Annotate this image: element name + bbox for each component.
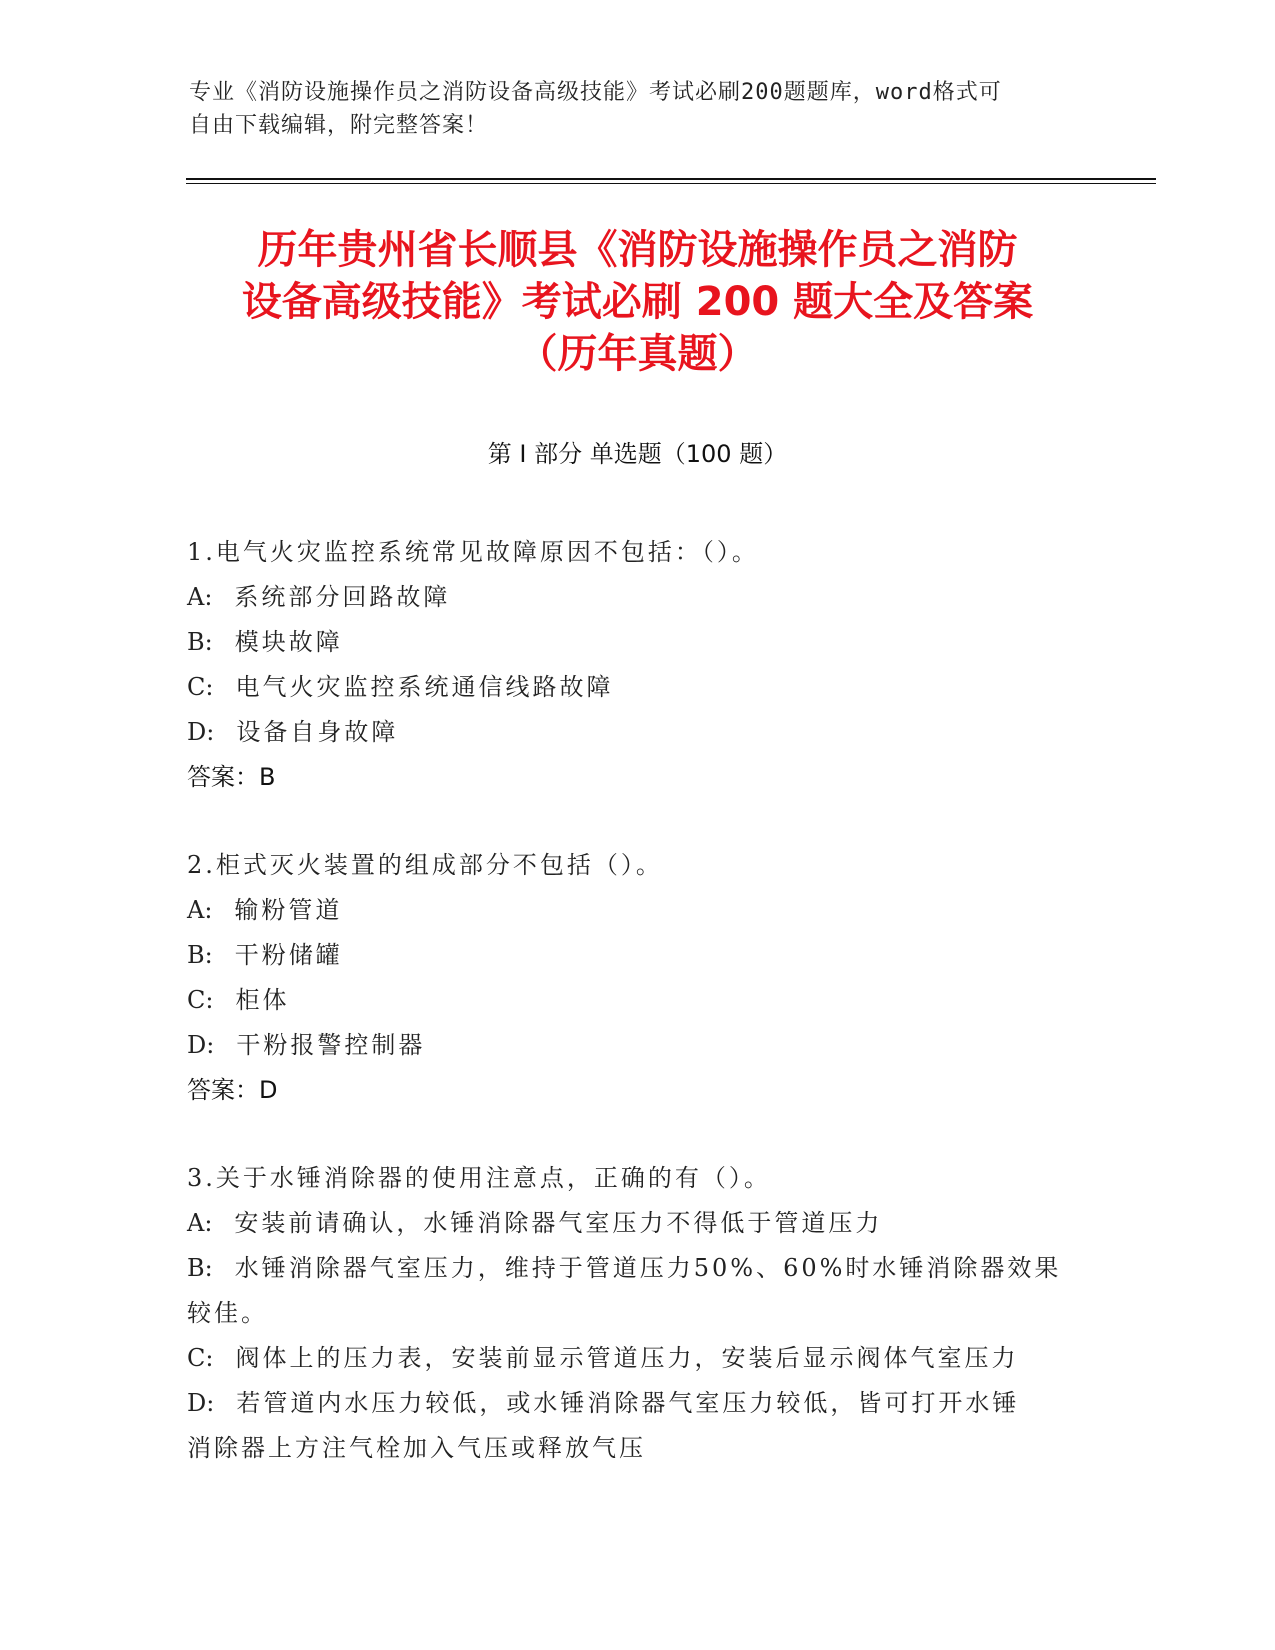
option-key: B: (187, 941, 213, 969)
question-option (187, 933, 1092, 978)
option-text: 干粉储罐 (234, 941, 343, 969)
question-option (187, 1246, 1092, 1291)
question-list (187, 530, 1092, 1471)
question-block (187, 1156, 1092, 1471)
option-key: A: (187, 1209, 213, 1237)
option-text: 设备自身故障 (236, 718, 399, 746)
option-text: 安装前请确认，水锤消除器气室压力不得低于管道压力 (234, 1209, 883, 1237)
option-text: 消除器上方注气栓加入气压或释放气压 (187, 1434, 646, 1462)
option-key: C: (187, 1344, 214, 1372)
question-option (187, 1023, 1092, 1068)
question-block (187, 530, 1092, 800)
question-stem: 1.电气火灾监控系统常见故障原因不包括：（）。 (187, 538, 759, 566)
question-option (187, 1201, 1092, 1246)
option-text: 系统部分回路故障 (234, 583, 451, 611)
question-option (187, 1336, 1092, 1381)
header-divider-thin (186, 183, 1156, 184)
option-key: D: (187, 1031, 215, 1059)
question-option (187, 620, 1092, 665)
header-divider-thick (186, 178, 1156, 180)
question-gap (187, 800, 1092, 843)
option-key: B: (187, 628, 213, 656)
question-gap (187, 1113, 1092, 1156)
option-key: D: (187, 1389, 215, 1417)
option-key: D: (187, 718, 215, 746)
question-option (187, 1291, 1092, 1336)
question-option (187, 665, 1092, 710)
question-option (187, 1426, 1092, 1471)
option-key: C: (187, 673, 214, 701)
option-text: 电气火灾监控系统通信线路故障 (235, 673, 614, 701)
option-text: 若管道内水压力较低，或水锤消除器气室压力较低，皆可打开水锤 (236, 1389, 1020, 1417)
option-text: 输粉管道 (234, 896, 343, 924)
option-text: 模块故障 (234, 628, 343, 656)
header-note-line-2: 自由下载编辑，附完整答案！ (189, 113, 489, 138)
option-text: 水锤消除器气室压力，维持于管道压力50%、60%时水锤消除器效果 (234, 1254, 1062, 1282)
question-option (187, 1381, 1092, 1426)
question-option (187, 888, 1092, 933)
option-text: 柜体 (235, 986, 290, 1014)
document-title-line-3: （历年真题） (517, 331, 758, 377)
document-title (150, 224, 1125, 380)
header-note-line-1: 专业《消防设施操作员之消防设备高级技能》考试必刷200题题库，word格式可 (189, 80, 1002, 105)
question-stem: 3.关于水锤消除器的使用注意点，正确的有（）。 (187, 1164, 771, 1192)
document-title-line-1: 历年贵州省长顺县《消防设施操作员之消防 (257, 227, 1018, 273)
option-key: A: (187, 896, 213, 924)
header-note (189, 76, 1069, 142)
document-title-line-2: 设备高级技能》考试必刷 200 题大全及答案 (241, 279, 1034, 325)
option-key: C: (187, 986, 214, 1014)
section-title: 第 I 部分 单选题（100 题） (487, 440, 788, 468)
option-text: 较佳。 (187, 1299, 268, 1327)
question-answer: 答案：D (187, 1076, 278, 1104)
option-key: A: (187, 583, 213, 611)
question-option (187, 710, 1092, 755)
question-option (187, 575, 1092, 620)
option-text: 干粉报警控制器 (236, 1031, 426, 1059)
question-answer: 答案：B (187, 763, 276, 791)
question-option (187, 978, 1092, 1023)
option-key: B: (187, 1254, 213, 1282)
option-text: 阀体上的压力表，安装前显示管道压力，安装后显示阀体气室压力 (235, 1344, 1019, 1372)
question-block (187, 843, 1092, 1113)
question-stem: 2.柜式灭火装置的组成部分不包括（）。 (187, 851, 663, 879)
